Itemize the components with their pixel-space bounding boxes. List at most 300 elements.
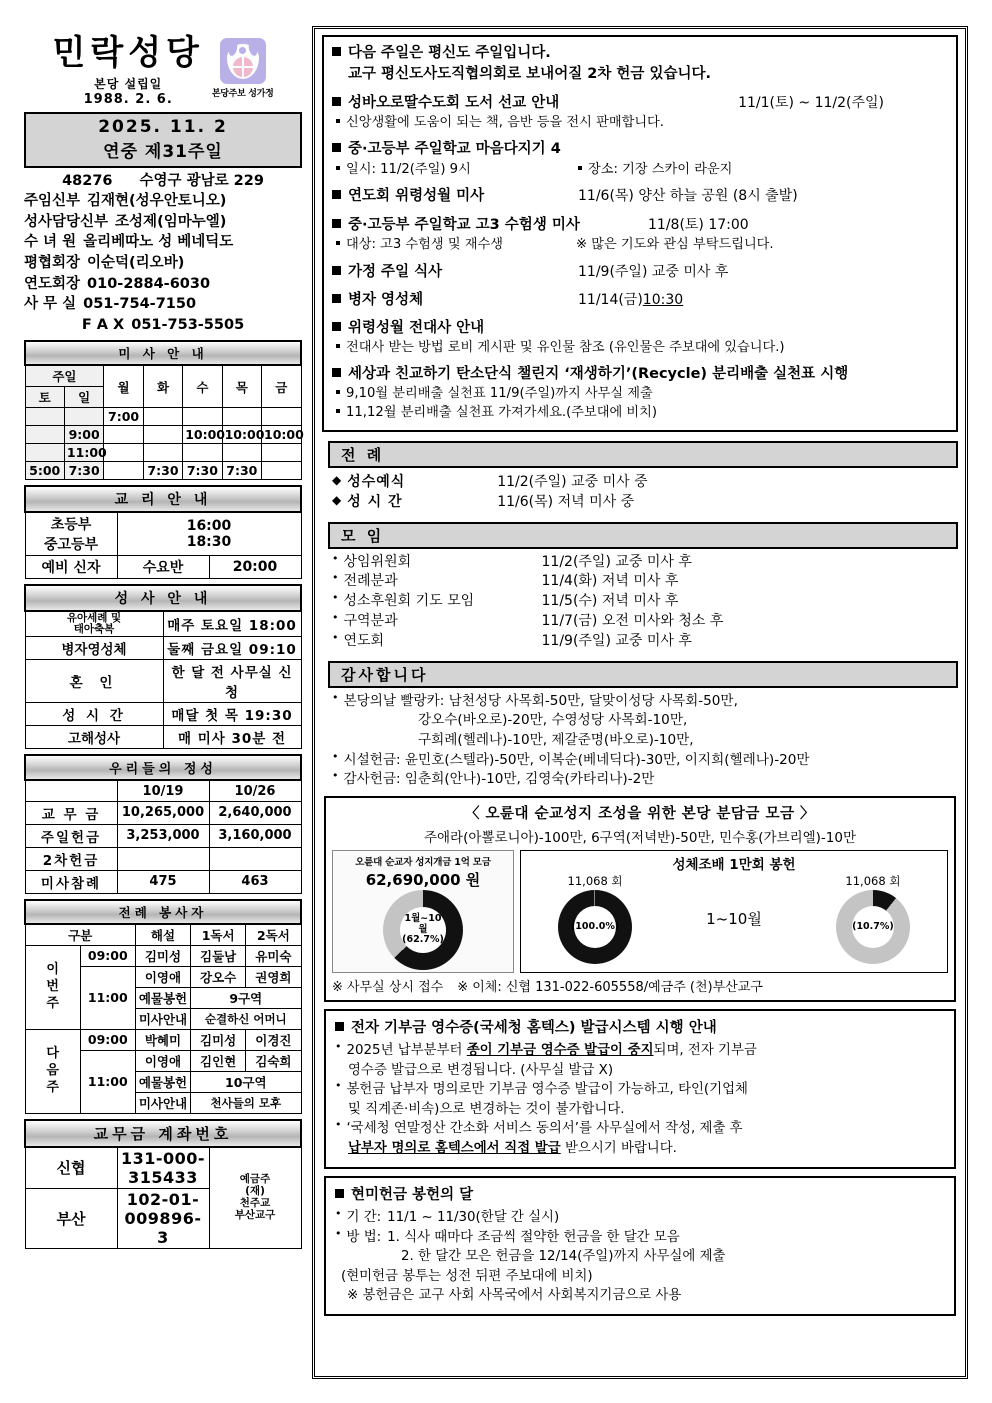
- rice-offering-title: 현미헌금 봉헌의 달: [351, 1186, 474, 1203]
- announcement-item: [332, 214, 948, 236]
- footnote-office: ※ 사무실 상시 접수: [332, 979, 444, 995]
- offering-table: [24, 754, 302, 894]
- contact-row: [24, 191, 302, 212]
- server-name: 김미성: [191, 1029, 246, 1050]
- ereceipt-cont: 영수증 발급으로 변경됩니다. (사무실 발급 X): [348, 1062, 614, 1078]
- offering-value: 463: [209, 870, 301, 893]
- dot-bullet-icon: •: [332, 749, 339, 763]
- announcement-title: 중·고등부 주일학교 마음다지기 4: [348, 141, 561, 158]
- bulletin-date: 2025. 11. 2: [98, 116, 228, 137]
- donut-wrap-left: [558, 873, 632, 964]
- mass-cell: [104, 426, 143, 444]
- mass-cell: [262, 462, 301, 480]
- server-name: 이영애: [135, 1050, 190, 1071]
- mass-cell: 5:00: [25, 462, 64, 480]
- col-wed: 수: [183, 365, 222, 408]
- meeting-item: [322, 592, 958, 612]
- sacrament-table: [24, 584, 302, 749]
- contact-info: [24, 171, 302, 336]
- announcement-sub: [332, 339, 948, 358]
- offering-title: 우리들의 정성: [25, 755, 301, 780]
- contact-row: [24, 253, 302, 274]
- announcement-title: 중·고등부 주일학교 고3 수험생 미사: [348, 216, 580, 233]
- small-bullet-icon: [336, 166, 340, 170]
- time-900: 09:00: [80, 945, 135, 966]
- catechumen-class: 수요반: [117, 556, 209, 579]
- ereceipt-header: [335, 1018, 945, 1039]
- square-bullet-icon: [332, 266, 341, 275]
- owner-line: 부산교구: [234, 1208, 276, 1221]
- square-bullet-icon: [332, 322, 341, 331]
- account-number: 102-01-009896-3: [117, 1188, 209, 1248]
- thanks-text: 강오수(바오로)-20만, 수영성당 사목회-10만,: [418, 712, 688, 729]
- server-name: 유미숙: [246, 945, 301, 966]
- contact-label: 사 무 실: [24, 296, 77, 313]
- sacrament-value: 한 달 전 사무실 신청: [163, 660, 301, 703]
- liturgy-label: 성수예식: [347, 473, 406, 490]
- mass-cell: [64, 408, 103, 426]
- church-name: 민락성당: [52, 33, 204, 73]
- middlehigh-label: 중고등부: [43, 537, 99, 554]
- square-bullet-icon: [332, 190, 341, 199]
- announcement-item: [332, 43, 948, 64]
- sacrament-value: 매 미사 30분 전: [163, 726, 301, 749]
- offering-date-1: 10/19: [117, 780, 209, 801]
- announcement-date: 11/1(토) ~ 11/2(주일): [738, 94, 884, 111]
- ushers-value: 천사들의 모후: [191, 1092, 301, 1113]
- rice-offering-header: [335, 1185, 945, 1206]
- contact-row: [24, 294, 302, 315]
- rice-offering-box: [324, 1176, 956, 1316]
- server-name: 김숙희: [246, 1050, 301, 1071]
- thanks-text: 감사헌금: 임춘희(안나)-10만, 김영숙(카타리나)-2만: [343, 771, 655, 788]
- contact-value: 김재현(성우안토니오): [87, 193, 227, 210]
- bank-name: 부산: [25, 1188, 117, 1248]
- meeting-label: 전례분과: [343, 573, 398, 590]
- announcement-extra: 교구 평신도사도직협의회로 보내어질 2차 헌금 있습니다.: [348, 66, 711, 83]
- offering-label: 주일헌금: [25, 824, 117, 847]
- announcement-date: 11/8(토) 17:00: [648, 216, 749, 233]
- announcement-sub: [332, 161, 948, 180]
- fundraising-box: [324, 796, 956, 1002]
- dot-bullet-icon: •: [332, 551, 339, 565]
- announcement-date: 11/9(주일) 교중 미사 후: [578, 263, 729, 280]
- dot-bullet-icon: •: [335, 1226, 342, 1240]
- dot-bullet-icon: •: [335, 1207, 342, 1220]
- offering-value: 2,640,000: [209, 801, 301, 824]
- mass-cell: [143, 426, 182, 444]
- ereceipt-post: 받으시기 바랍니다.: [560, 1140, 677, 1156]
- announcement-sub: [332, 404, 948, 423]
- meeting-label: 상임위원회: [343, 553, 412, 570]
- ereceipt-item: [335, 1119, 945, 1139]
- adoration-period-label: 1~10월: [706, 909, 762, 928]
- thanks-line: [322, 751, 958, 771]
- servers-col-commentator: 해설: [135, 924, 190, 946]
- server-name: 권영희: [246, 966, 301, 987]
- meeting-value: 11/5(수) 저녁 미사 후: [541, 593, 679, 610]
- meeting-item: [322, 612, 958, 632]
- mass-cell: [262, 444, 301, 462]
- donut-wrap-right: [836, 873, 910, 964]
- donut-center-label: 1월~10월: [404, 913, 442, 935]
- sacrament-label: 혼 인: [25, 660, 163, 703]
- meeting-item: [322, 632, 958, 652]
- contact-label: 평협회장: [24, 255, 81, 271]
- account-number: 131-000-315433: [117, 1147, 209, 1189]
- rice-period-row: [335, 1208, 945, 1228]
- contact-row: [24, 232, 302, 253]
- donut-center-value: (10.7%): [852, 920, 894, 932]
- street-address: 수영구 광남로 229: [139, 172, 264, 189]
- server-name: 김미성: [135, 945, 190, 966]
- announcement-item: [332, 318, 948, 339]
- donut-chart-1: [383, 890, 463, 970]
- announcement-sub-text: 전대사 받는 방법 로비 게시판 및 유인물 참조 (유인물은 주보대에 있습니다.): [346, 340, 785, 356]
- ushers-label: 미사안내: [135, 1092, 190, 1113]
- offering-label: 2차헌금: [25, 847, 117, 870]
- ereceipt-cont: 및 직계존·비속)으로 변경하는 것이 불가합니다.: [348, 1101, 625, 1117]
- liturgy-item: [322, 492, 958, 512]
- offering-value: 10,265,000: [117, 801, 209, 824]
- account-owner: [209, 1147, 301, 1249]
- time-1100: 11:00: [80, 1050, 135, 1113]
- offering-value: 3,160,000: [209, 824, 301, 847]
- sacrament-title: 성 사 안 내: [25, 585, 301, 611]
- meetings-tag: 모 임: [328, 522, 958, 549]
- doctrine-table: [24, 485, 302, 579]
- meeting-value: 11/4(화) 저녁 미사 후: [541, 573, 679, 590]
- square-bullet-icon: [332, 47, 341, 56]
- small-bullet-icon: [336, 119, 340, 123]
- square-bullet-icon: [332, 368, 341, 377]
- small-bullet-icon: [578, 166, 582, 170]
- owner-line: (재): [245, 1185, 265, 1198]
- meeting-value: 11/7(금) 오전 미사와 청소 후: [541, 613, 724, 630]
- ushers-value: 순결하신 어머니: [191, 1008, 301, 1029]
- announcement-item: [332, 139, 948, 160]
- ereceipt-post: 되며, 전자 기부금: [653, 1043, 757, 1059]
- dot-bullet-icon: •: [332, 769, 339, 783]
- ereceipt-item: [335, 1041, 945, 1061]
- mass-cell: [25, 408, 64, 426]
- mass-cell: 9:00: [64, 426, 103, 444]
- fundraising-donors: 주애라(아뽈로니아)-100만, 6구역(저녁반)-50만, 민수홍(가브리엘)-10만: [423, 829, 857, 846]
- meeting-label: 성소후원회 기도 모임: [343, 593, 475, 610]
- thanks-text: 본당의날 빨랑카: 남천성당 사목회-50만, 달맞이성당 사목회-50만,: [343, 692, 738, 709]
- contact-value: 이순덕(리오바): [87, 255, 185, 271]
- announcement-sub-text: 장소: 기장 스카이 라운지: [588, 161, 733, 177]
- account-table: [24, 1119, 302, 1249]
- mass-cell: 10:00: [262, 426, 301, 444]
- server-name: 김인현: [191, 1050, 246, 1071]
- contact-value: 올리베따노 성 베네딕도: [83, 234, 234, 251]
- announcement-item: [332, 185, 948, 207]
- chart-panel-adoration: [520, 850, 948, 973]
- announcements-box: [322, 35, 958, 432]
- footnote-transfer: ※ 이체: 신협 131-022-605558/예금주 (천)부산교구: [457, 979, 763, 995]
- fundraising-footnotes: [332, 976, 948, 995]
- announcement-date: 11/6(목) 양산 하늘 공원 (8시 출발): [578, 188, 798, 205]
- ereceipt-emph: 종이 기부금 영수증 발급이 중지: [466, 1043, 654, 1059]
- mass-cell: 7:30: [222, 462, 261, 480]
- address-line: [24, 171, 302, 192]
- mass-cell: 10:00: [183, 426, 222, 444]
- dot-bullet-icon: •: [332, 690, 339, 704]
- servers-table: [24, 899, 302, 1114]
- thanks-line: [322, 770, 958, 790]
- ereceipt-emph: 납부자 명의로 홈텍스에서 직접 발급: [348, 1140, 561, 1156]
- announcement-title: 세상과 친교하기 탄소단식 챌린지 ‘재생하기’(Recycle) 분리배출 실천표 시행: [348, 366, 849, 383]
- sunday-group-header: 주일: [25, 365, 104, 387]
- small-bullet-icon: [336, 390, 340, 394]
- announcement-item: [332, 92, 948, 114]
- left-column: [24, 26, 302, 1379]
- rice-method-1: 1. 식사 때마다 조금씩 절약한 헌금을 한 달간 모음: [387, 1229, 680, 1245]
- offertory-label: 예물봉헌: [135, 1071, 190, 1092]
- servers-title: 전례 봉사자: [25, 900, 301, 924]
- announcement-title: 연도회 위령성월 미사: [348, 188, 485, 205]
- donut-chart-2: [558, 890, 632, 964]
- rice-note-1: (현미헌금 봉투는 성전 뒤편 주보대에 비치): [341, 1268, 593, 1284]
- announcement-sub-text: 신앙생활에 도움이 되는 책, 음반 등을 전시 판매합니다.: [346, 115, 664, 131]
- offering-label: 미사참례: [25, 870, 117, 893]
- elementary-label: 초등부: [50, 517, 92, 534]
- catechumen-label: 예비 신자: [25, 556, 117, 579]
- announcement-item: [332, 289, 948, 311]
- announcement-item: [332, 364, 948, 385]
- ereceipt-text: [347, 1041, 757, 1061]
- col-thu: 목: [222, 365, 261, 408]
- mass-cell: [143, 408, 182, 426]
- liturgy-tag: 전 례: [328, 441, 958, 468]
- col-sun: 일: [64, 387, 103, 408]
- chart-title-1: 오륜대 순교자 성지개금 1억 모금: [355, 856, 491, 868]
- dot-bullet-icon: •: [332, 631, 339, 645]
- meeting-value: 11/2(주일) 교중 미사 후: [541, 553, 692, 570]
- mass-cell: [222, 408, 261, 426]
- offering-date-2: 10/26: [209, 780, 301, 801]
- liturgy-label: 성 시 간: [347, 494, 403, 511]
- meeting-item: [322, 553, 958, 573]
- zip-code: 48276: [62, 172, 113, 189]
- mass-cell: 10:00: [222, 426, 261, 444]
- contact-value: 051-753-5505: [131, 316, 245, 333]
- server-name: 강오수: [191, 966, 246, 987]
- offertory-value: 10구역: [191, 1071, 301, 1092]
- contact-row: [24, 274, 302, 295]
- sacrament-label: 병자영성체: [25, 637, 163, 660]
- rice-method-label: 방 법:: [346, 1229, 382, 1245]
- square-bullet-icon: [335, 1022, 344, 1031]
- adoration-donuts: [525, 873, 943, 964]
- logo-caption: 본당주보 성가정: [211, 89, 274, 99]
- announcement-sub: [332, 114, 948, 133]
- right-column: [312, 26, 968, 1379]
- mass-cell: [222, 444, 261, 462]
- mass-cell: [262, 408, 301, 426]
- server-name: 이영애: [135, 966, 190, 987]
- contact-row: [24, 212, 302, 233]
- announcement-sub: [332, 385, 948, 404]
- sacrament-value: 매달 첫 목 19:30: [163, 703, 301, 726]
- liturgy-value: 11/2(주일) 교중 미사 중: [497, 473, 648, 490]
- masthead: [24, 26, 302, 107]
- founded-date: 1988. 2. 6.: [83, 91, 173, 107]
- rice-period-value: 11/1 ~ 11/30(한달 간 실시): [387, 1210, 560, 1225]
- mass-cell: [25, 426, 64, 444]
- mass-cell: 7:30: [64, 462, 103, 480]
- ereceipt-box: [324, 1009, 956, 1169]
- owner-line: 천주교: [239, 1196, 271, 1209]
- meeting-label: 구역분과: [343, 613, 398, 630]
- contact-label: 연도회장: [24, 275, 81, 292]
- date-box: [24, 112, 302, 168]
- small-bullet-icon: [336, 241, 340, 245]
- sacrament-value: 매주 토요일 18:00: [163, 611, 301, 637]
- account-title: 교무금 계좌번호: [25, 1120, 301, 1147]
- fundraising-title: 〈 오륜대 순교성지 조성을 위한 본당 분담금 모금 〉: [464, 805, 816, 822]
- ereceipt-cont: [335, 1139, 945, 1159]
- meeting-value: 11/9(주일) 교중 미사 후: [541, 633, 692, 650]
- donut-chart-3: [836, 890, 910, 964]
- mass-table-title: 미 사 안 내: [25, 341, 301, 365]
- dot-bullet-icon: •: [332, 571, 339, 585]
- rice-method-2: 2. 한 달간 모은 헌금을 12/14(주일)까지 사무실에 제출: [401, 1249, 726, 1265]
- thanks-text: 시설헌금: 윤민호(스텔라)-50만, 이복순(베네딕다)-30만, 이지희(헬레나)-20만: [343, 751, 810, 768]
- mass-cell: [183, 408, 222, 426]
- sacrament-label: 고해성사: [25, 726, 163, 749]
- server-name: 이경진: [246, 1029, 301, 1050]
- contact-label: 주임신부: [24, 193, 81, 210]
- mass-cell: 7:00: [104, 408, 143, 426]
- donut-top-label-left: 11,068 회: [567, 873, 623, 888]
- dot-bullet-icon: •: [335, 1079, 342, 1093]
- dot-bullet-icon: •: [332, 591, 339, 605]
- holy-family-icon: [220, 38, 266, 84]
- contact-label: 수 녀 원: [24, 234, 77, 251]
- col-mon: 월: [104, 365, 143, 408]
- liturgical-day: 연중 제31주일: [103, 141, 223, 162]
- server-name: 김둘남: [191, 945, 246, 966]
- mass-cell: [25, 444, 64, 462]
- announcement-title: 위령성월 전대사 안내: [348, 319, 485, 336]
- mass-cell: 7:30: [143, 462, 182, 480]
- masthead-text: [53, 32, 204, 107]
- sacrament-label: 성 시 간: [25, 703, 163, 726]
- square-bullet-icon: [335, 1189, 344, 1198]
- elementary-time: 16:00: [186, 518, 232, 535]
- thanks-text: 구희례(헬레나)-10만, 제갈준명(바오로)-10만,: [418, 732, 694, 749]
- catechumen-time: 20:00: [209, 556, 301, 579]
- meeting-item: [322, 572, 958, 592]
- square-bullet-icon: [332, 97, 341, 106]
- liturgy-value: 11/6(목) 저녁 미사 중: [497, 494, 635, 511]
- next-week-label: 다 음 주: [25, 1029, 80, 1113]
- mass-cell: [104, 444, 143, 462]
- announcement-title: 가정 주일 식사: [348, 263, 443, 280]
- contact-label: 성사담당신부: [24, 213, 109, 230]
- donut-center-value: (62.7%): [402, 933, 444, 945]
- announcement-sub-text: 대상: 고3 수험생 및 재수생: [346, 237, 503, 253]
- middlehigh-time: 18:30: [186, 534, 232, 551]
- contact-value: 조성제(임마누엘): [115, 213, 227, 230]
- dot-bullet-icon: •: [335, 1118, 342, 1132]
- offering-value: [209, 847, 301, 870]
- chart-title-2: 성체조배 1만회 봉헌: [672, 856, 796, 873]
- mass-cell: [143, 444, 182, 462]
- offering-value: [117, 847, 209, 870]
- announcement-sub-text: 11,12월 분리배출 실천표 가져가세요.(주보대에 비치): [346, 405, 658, 421]
- owner-line: 예금주: [239, 1173, 271, 1186]
- mass-schedule-table: [24, 340, 302, 480]
- contact-label: F A X: [81, 316, 125, 333]
- servers-col-reading1: 1독서: [191, 924, 246, 946]
- dot-bullet-icon: •: [335, 1040, 342, 1054]
- liturgy-item: [322, 472, 958, 492]
- dot-bullet-icon: •: [332, 611, 339, 625]
- announcement-sub-text: 9,10월 분리배출 실천표 11/9(주일)까지 사무실 제출: [346, 386, 653, 402]
- mass-cell: 7:30: [183, 462, 222, 480]
- announcement-title: 병자 영성체: [348, 292, 424, 309]
- square-bullet-icon: [332, 219, 341, 228]
- ereceipt-text: 봉헌금 납부자 명의로만 기부금 영수증 발급이 가능하고, 타인(기업체: [346, 1082, 748, 1098]
- diamond-bullet-icon: ◆: [332, 493, 342, 508]
- offertory-label: 예물봉헌: [135, 987, 190, 1008]
- contact-value: 051-754-7150: [83, 296, 197, 313]
- diamond-bullet-icon: ◆: [332, 472, 342, 487]
- small-bullet-icon: [336, 344, 340, 348]
- chart-panel-holy-site: [332, 850, 514, 973]
- donut-top-label-right: 11,068 회: [845, 873, 901, 888]
- ereceipt-title: 전자 기부금 영수증(국세청 홈텍스) 발급시스템 시행 안내: [351, 1019, 717, 1036]
- doctrine-title: 교 리 안 내: [25, 486, 301, 512]
- parish-logo: [212, 32, 274, 99]
- announcement-date-time: 10:30: [642, 292, 684, 309]
- offertory-value: 9구역: [191, 987, 301, 1008]
- offering-label: 교 무 금: [25, 801, 117, 824]
- rice-period-label: 기 간:: [346, 1210, 382, 1225]
- announcement-date-prefix: 11/14(금): [578, 292, 643, 309]
- announcement-sub-text: 일시: 11/2(주일) 9시: [346, 161, 471, 177]
- mass-cell: 11:00: [64, 444, 103, 462]
- offering-value: 475: [117, 870, 209, 893]
- this-week-label: 이 번 주: [25, 945, 80, 1029]
- time-1100: 11:00: [80, 966, 135, 1029]
- mass-cell: [183, 444, 222, 462]
- chart-subtitle-1: 62,690,000 원: [365, 870, 481, 889]
- ereceipt-pre: 2025년 납부분부터: [346, 1043, 467, 1059]
- mass-cell: [104, 462, 143, 480]
- donut-center-value: (100.0%): [570, 920, 620, 932]
- founded-label: 본당 설립일: [94, 76, 163, 91]
- contact-value: 010-2884-6030: [87, 275, 211, 292]
- thanks-line: [322, 692, 958, 712]
- meeting-label: 연도회: [343, 633, 385, 650]
- announcement-title: 다음 주일은 평신도 주일입니다.: [348, 45, 551, 61]
- ereceipt-text: ‘국세청 연말정산 간소화 서비스 동의서’를 사무실에서 작성, 제출 후: [346, 1121, 743, 1137]
- col-tue: 화: [143, 365, 182, 408]
- charts-row: [332, 850, 948, 973]
- offering-value: 3,253,000: [117, 824, 209, 847]
- small-bullet-icon: [336, 409, 340, 413]
- announcement-sub: [332, 236, 948, 255]
- square-bullet-icon: [332, 143, 341, 152]
- thanks-tag: 감사합니다: [328, 661, 958, 688]
- col-sat: 토: [25, 387, 64, 408]
- server-name: 박혜미: [135, 1029, 190, 1050]
- announcement-title: 성바오로딸수도회 도서 선교 안내: [348, 94, 560, 111]
